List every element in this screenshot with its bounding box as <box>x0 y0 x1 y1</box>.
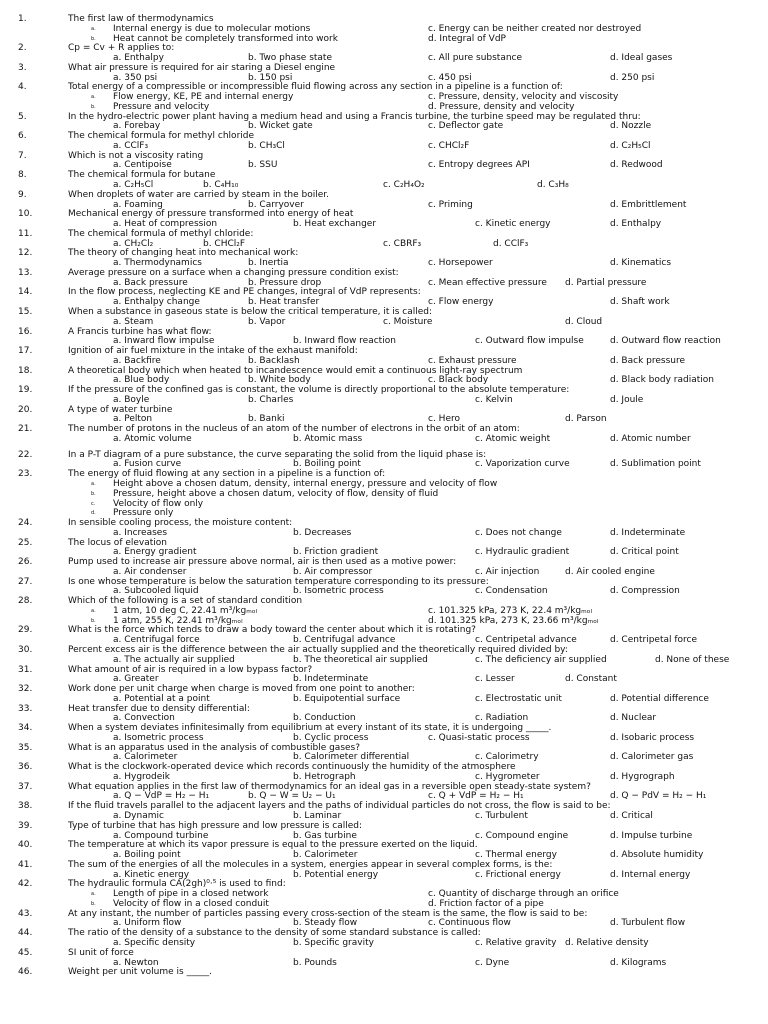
question-number: 20. <box>18 404 33 415</box>
answer-option: d. None of these <box>655 654 730 665</box>
question-text: At any instant, the number of particles passing every cross-section of the steam is the same, the flow is said to be: <box>68 908 588 919</box>
answer-option: Velocity of flow only <box>113 498 204 509</box>
question-text: The number of protons in the nucleus of an atom of the number of electrons in the orbit of an atom: <box>68 424 520 435</box>
question-text: The temperature at which its vapor pressure is equal to the pressure exerted on the liquid. <box>68 840 478 851</box>
question-number: 25. <box>18 537 33 548</box>
answer-option: b. Two phase state <box>248 53 332 64</box>
question-number: 44. <box>18 928 33 939</box>
answer-option: b. Banki <box>248 414 285 425</box>
answer-option: c. Frictional energy <box>475 869 561 880</box>
question-text: If the fluid travels parallel to the adjacent layers and the paths of individual particles do not cross, the flow is said to be: <box>68 801 611 812</box>
answer-option: d. Black body radiation <box>610 375 714 386</box>
answer-option: Flow energy, KE, PE and internal energy <box>113 92 294 103</box>
question-number: 13. <box>18 267 33 278</box>
answer-option: b. Pressure drop <box>248 277 322 288</box>
answer-option: b. Steady flow <box>293 918 358 929</box>
answer-option: d. Atomic number <box>610 433 691 444</box>
answer-option: d. CClF₃ <box>493 238 529 249</box>
answer-option: d. Nozzle <box>610 121 652 132</box>
answer-option: c. Energy can be neither created nor destroyed <box>428 23 642 34</box>
answer-option: a. Kinetic energy <box>113 869 190 880</box>
answer-option: d. Critical point <box>610 547 679 558</box>
answer-option: a. The actually air supplied <box>113 654 235 665</box>
question-text: What is the force which tends to draw a body toward the center about which it is rotating? <box>68 625 476 636</box>
answer-option: d. Redwood <box>610 160 663 171</box>
answer-option: c. CBRF₃ <box>383 238 422 249</box>
answer-option: b. Pounds <box>293 957 337 968</box>
question-text: What equation applies in the first law of thermodynamics for an ideal gas in a reversible open steady-state system? <box>68 781 591 792</box>
answer-option: d. Nuclear <box>610 713 657 724</box>
answer-option: a. Q − VdP = H₂ − H₁ <box>113 791 210 802</box>
answer-option: d. Impulse turbine <box>610 830 693 841</box>
answer-option: a. Centrifugal force <box>113 635 200 646</box>
question-text: Is one whose temperature is below the saturation temperature corresponding to its pressure: <box>68 576 489 587</box>
answer-option: c. The deficiency air supplied <box>475 654 607 665</box>
answer-option: c. Does not change <box>475 527 562 538</box>
question-text: Which is not a viscosity rating <box>68 150 204 161</box>
answer-option: a. Convection <box>113 713 175 724</box>
answer-option: d. Relative density <box>565 937 649 948</box>
question-text: The chemical formula of methyl chloride: <box>68 228 254 239</box>
answer-option: b. Equipotential surface <box>293 693 401 704</box>
answer-option: b. C₄H₁₀ <box>203 180 239 191</box>
question-text: Work done per unit charge when charge is moved from one point to another: <box>68 684 415 695</box>
answer-option: c. Continuous flow <box>428 918 511 929</box>
question-number: 32. <box>18 684 33 695</box>
answer-option: c. Atomic weight <box>475 433 551 444</box>
question-number: 38. <box>18 801 33 812</box>
options-row <box>0 435 768 445</box>
answer-option: b. Boiling point <box>293 459 361 470</box>
option-letter: a. <box>91 607 96 614</box>
answer-option: 1 atm, 255 K, 22.41 m³/kgₘₒₗ <box>113 615 243 626</box>
answer-option: b. Hetrograph <box>293 771 356 782</box>
option-letter: c. <box>91 500 96 507</box>
answer-option: d. Indeterminate <box>610 527 686 538</box>
answer-option: a. Atomic volume <box>113 433 192 444</box>
answer-option: c. Quantity of discharge through an orifice <box>428 889 619 900</box>
question-text: Cp = Cv + R applies to: <box>68 43 175 54</box>
question-number: 16. <box>18 326 33 337</box>
answer-option: c. Moisture <box>383 316 433 327</box>
answer-option: c. 450 psi <box>428 72 472 83</box>
answer-option: a. Heat of compression <box>113 219 218 230</box>
answer-option: a. Blue body <box>113 375 170 386</box>
question-number: 42. <box>18 879 33 890</box>
answer-option: b. Conduction <box>293 713 356 724</box>
question-text: In the flow process, neglecting KE and PE changes, integral of VdP represents: <box>68 287 421 298</box>
answer-option: d. C₂H₅Cl <box>610 140 651 151</box>
answer-option: c. Q + VdP = H₂ − H₁ <box>428 791 524 802</box>
answer-option: d. 101.325 kPa, 273 K, 23.66 m³/kgₘₒₗ <box>428 615 599 626</box>
answer-option: d. C₃H₈ <box>537 180 569 191</box>
option-letter: a. <box>91 94 96 101</box>
answer-option: d. Hygrograph <box>610 771 675 782</box>
answer-option: d. Kinematics <box>610 258 672 269</box>
question-number: 23. <box>18 469 33 480</box>
answer-option: a. Air condenser <box>113 566 187 577</box>
question-number: 34. <box>18 723 33 734</box>
question-number: 45. <box>18 947 33 958</box>
option-letter: a. <box>91 891 96 898</box>
question-number: 3. <box>18 62 27 73</box>
answer-option: b. Atomic mass <box>293 433 363 444</box>
answer-option: c. Dyne <box>475 957 510 968</box>
answer-option: d. Embrittlement <box>610 199 687 210</box>
answer-option: b. The theoretical air supplied <box>293 654 428 665</box>
answer-option: c. Thermal energy <box>475 850 557 861</box>
question-number: 11. <box>18 228 33 239</box>
option-letter: b. <box>91 103 96 110</box>
answer-option: c. Flow energy <box>428 297 494 308</box>
question-text: Average pressure on a surface when a changing pressure condition exist: <box>68 267 399 278</box>
question-text: SI unit of force <box>68 947 134 958</box>
answer-option: d. Outward flow reaction <box>610 336 721 347</box>
question-text: The energy of fluid flowing at any section in a pipeline is a function of: <box>68 469 386 480</box>
answer-option: a. Boiling point <box>113 850 181 861</box>
question-text: If the pressure of the confined gas is constant, the volume is directly proportional to the absolute temperature: <box>68 385 570 396</box>
answer-option: a. CH₂Cl₂ <box>113 238 154 249</box>
answer-option: d. Shaft work <box>610 297 670 308</box>
answer-option: c. Entropy degrees API <box>428 160 530 171</box>
question-text: Percent excess air is the difference between the air actually supplied and the theoretically required divided by: <box>68 645 568 655</box>
answer-option: Pressure and velocity <box>113 101 210 112</box>
answer-option: b. 150 psi <box>248 72 293 83</box>
question-number: 30. <box>18 645 33 655</box>
answer-option: d. Air cooled engine <box>565 566 655 577</box>
answer-option: b. Heat exchanger <box>293 219 377 230</box>
answer-option: c. Horsepower <box>428 258 493 269</box>
answer-option: d. Joule <box>610 394 644 405</box>
question-number: 26. <box>18 557 33 568</box>
answer-option: a. Hygrodeik <box>113 771 171 782</box>
answer-option: a. Isometric process <box>113 732 204 743</box>
question-number: 6. <box>18 131 27 142</box>
question-text: Total energy of a compressible or incompressible fluid flowing across any section in a pipeline is a function of: <box>68 82 563 93</box>
answer-option: a. Inward flow impulse <box>113 336 215 347</box>
question-text: The sum of the energies of all the molecules in a system, energies appear in several complex forms, is the: <box>68 859 553 870</box>
answer-option: d. Turbulent flow <box>610 918 686 929</box>
question-text: What is an apparatus used in the analysis of combustible gases? <box>68 742 361 753</box>
answer-option: c. Hygrometer <box>475 771 540 782</box>
answer-option: c. Calorimetry <box>475 752 539 763</box>
question-text: A type of water turbine <box>68 404 173 415</box>
question-text: The theory of changing heat into mechanical work: <box>68 248 299 259</box>
answer-option: a. Pelton <box>113 414 153 425</box>
answer-option: Height above a chosen datum, density, internal energy, pressure and velocity of flow <box>113 478 498 489</box>
answer-option: a. 350 psi <box>113 72 158 83</box>
answer-option: b. CHCl₂F <box>203 238 246 249</box>
question-number: 19. <box>18 385 33 396</box>
answer-option: c. Black body <box>428 375 489 386</box>
question-text: The locus of elevation <box>68 537 167 548</box>
answer-option: 1 atm, 10 deg C, 22.41 m³/kgₘₒₗ <box>113 605 258 616</box>
question-number: 43. <box>18 908 33 919</box>
answer-option: d. Critical <box>610 811 653 822</box>
answer-option: b. Centrifugal advance <box>293 635 396 646</box>
question-text: What is the clockwork-operated device which records continuously the humidity of the atmosphere <box>68 762 516 773</box>
answer-option: b. Q − W = U₂ − U₁ <box>248 791 336 802</box>
answer-option: c. Quasi-static process <box>428 732 530 743</box>
question-number: 33. <box>18 703 33 714</box>
answer-option: b. SSU <box>248 160 278 171</box>
question-number: 41. <box>18 859 33 870</box>
answer-option: a. Backfire <box>113 355 161 366</box>
question-text: The first law of thermodynamics <box>68 14 214 24</box>
answer-option: a. Forebay <box>113 121 161 132</box>
answer-option: a. Specific density <box>113 937 196 948</box>
answer-option: b. Inertia <box>248 258 289 269</box>
answer-option: a. Back pressure <box>113 277 188 288</box>
answer-option: b. Wicket gate <box>248 121 313 132</box>
option-letter: a. <box>91 480 96 487</box>
answer-option: c. Electrostatic unit <box>475 693 562 704</box>
answer-option: c. CHCl₂F <box>428 140 470 151</box>
question-number: 9. <box>18 189 27 200</box>
answer-option: b. Friction gradient <box>293 547 379 558</box>
answer-option: d. 250 psi <box>610 72 655 83</box>
question-text: The chemical formula for methyl chloride <box>68 131 255 142</box>
answer-option: b. Air compressor <box>293 566 373 577</box>
answer-option: b. White body <box>248 375 311 386</box>
answer-option: d. Integral of VdP <box>428 33 506 44</box>
question-number: 28. <box>18 596 33 607</box>
question-number: 14. <box>18 287 33 298</box>
answer-option: c. Air injection <box>475 566 540 577</box>
question-text: Pump used to increase air pressure above normal, air is then used as a motive power: <box>68 557 457 568</box>
answer-option: a. Compound turbine <box>113 830 209 841</box>
answer-option: b. Cyclic process <box>293 732 369 743</box>
question-number: 35. <box>18 742 33 753</box>
answer-option: a. Foaming <box>113 199 163 210</box>
answer-option: d. Isobaric process <box>610 732 695 743</box>
answer-option: c. Deflector gate <box>428 121 504 132</box>
answer-option: c. Hero <box>428 414 460 425</box>
answer-option: d. Enthalpy <box>610 219 662 230</box>
answer-option: Pressure, height above a chosen datum, velocity of flow, density of fluid <box>113 488 439 499</box>
answer-option: d. Pressure, density and velocity <box>428 101 575 112</box>
answer-option: b. Charles <box>248 394 294 405</box>
answer-option: a. Enthalpy change <box>113 297 200 308</box>
answer-option: b. Potential energy <box>293 869 379 880</box>
answer-option: c. C₂H₄O₂ <box>383 180 425 191</box>
answer-option: a. Steam <box>113 316 154 327</box>
question-text: Weight per unit volume is _____. <box>68 967 212 978</box>
question-text: Mechanical energy of pressure transformed into energy of heat <box>68 209 354 220</box>
question-text: When droplets of water are carried by steam in the boiler. <box>68 189 330 200</box>
answer-option: c. Turbulent <box>475 811 528 822</box>
answer-option: c. Relative gravity <box>475 937 557 948</box>
answer-option: c. Kelvin <box>475 394 513 405</box>
answer-option: c. Priming <box>428 199 473 210</box>
answer-option: a. Enthalpy <box>113 53 164 64</box>
answer-option: d. Back pressure <box>610 355 686 366</box>
answer-option: d. Partial pressure <box>565 277 647 288</box>
answer-option: d. Parson <box>565 414 607 425</box>
answer-option: d. Potential difference <box>610 693 709 704</box>
question-number: 31. <box>18 664 33 675</box>
question-number: 15. <box>18 306 33 317</box>
answer-option: b. Carryover <box>248 199 304 210</box>
answer-option: a. Boyle <box>113 394 150 405</box>
answer-option: Velocity of flow in a closed conduit <box>113 898 269 909</box>
question-number: 17. <box>18 346 33 357</box>
answer-option: a. Thermodynamics <box>113 258 202 269</box>
answer-option: c. Exhaust pressure <box>428 355 517 366</box>
question-number: 5. <box>18 111 27 122</box>
answer-option: c. Compound engine <box>475 830 569 841</box>
answer-option: d. Kilograms <box>610 957 667 968</box>
answer-option: c. Condensation <box>475 586 548 597</box>
answer-option: d. Cloud <box>565 316 603 327</box>
answer-option: d. Sublimation point <box>610 459 701 470</box>
question-text: In sensible cooling process, the moisture content: <box>68 518 293 529</box>
question-number: 46. <box>18 967 33 978</box>
answer-option: a. Energy gradient <box>113 547 197 558</box>
question-text: Ignition of air fuel mixture in the intake of the exhaust manifold: <box>68 346 358 357</box>
answer-option: c. Centripetal advance <box>475 635 577 646</box>
answer-option: b. Calorimeter differential <box>293 752 410 763</box>
answer-option: c. Outward flow impulse <box>475 336 584 347</box>
answer-option: Heat cannot be completely transformed into work <box>113 33 338 44</box>
answer-option: b. Specific gravity <box>293 937 374 948</box>
answer-option: d. Calorimeter gas <box>610 752 694 763</box>
question-number: 2. <box>18 43 27 54</box>
question-text: What air pressure is required for air staring a Diesel engine <box>68 62 336 73</box>
answer-option: b. Heat transfer <box>248 297 320 308</box>
question-text: When a substance in gaseous state is below the critical temperature, it is called: <box>68 306 433 317</box>
question-text: Type of turbine that has high pressure and low pressure is called: <box>68 820 362 831</box>
question-number: 27. <box>18 576 33 587</box>
answer-option: d. Constant <box>565 674 617 685</box>
question-number: 24. <box>18 518 33 529</box>
answer-option: c. Radiation <box>475 713 529 724</box>
answer-option: b. Calorimeter <box>293 850 358 861</box>
answer-option: Length of pipe in a closed network <box>113 889 269 900</box>
option-letter: d. <box>91 510 96 517</box>
answer-option: d. Friction factor of a pipe <box>428 898 544 909</box>
answer-option: c. Hydraulic gradient <box>475 547 570 558</box>
question-number: 37. <box>18 781 33 792</box>
answer-option: Pressure only <box>113 508 174 519</box>
answer-option: a. CClF₃ <box>113 140 149 151</box>
answer-option: a. Newton <box>113 957 159 968</box>
answer-option: b. Inward flow reaction <box>293 336 396 347</box>
option-letter: b. <box>91 35 96 42</box>
answer-option: c. All pure substance <box>428 53 523 64</box>
option-letter: a. <box>91 25 96 32</box>
question-number: 39. <box>18 820 33 831</box>
answer-option: d. Q − PdV = H₂ − H₁ <box>610 791 707 802</box>
answer-option: c. 101.325 kPa, 273 K, 22.4 m³/kgₘₒₗ <box>428 605 592 616</box>
question-text: When a system deviates infinitesimally from equilibrium at every instant of its state, it is undergoing _____. <box>68 723 552 734</box>
question-number: 1. <box>18 14 27 24</box>
question-text: Heat transfer due to density differential: <box>68 703 250 714</box>
answer-option: c. Kinetic energy <box>475 219 551 230</box>
answer-option: b. Backlash <box>248 355 300 366</box>
question-text: The ratio of the density of a substance to the density of some standard substance is called: <box>68 928 481 939</box>
question-number: 36. <box>18 762 33 773</box>
option-letter: b. <box>91 617 96 624</box>
answer-option: b. Laminar <box>293 811 342 822</box>
option-letter: b. <box>91 900 96 907</box>
question-text: A Francis turbine has what flow: <box>68 326 212 337</box>
question-number: 18. <box>18 365 33 376</box>
answer-option: d. Ideal gases <box>610 53 673 64</box>
question-number: 29. <box>18 625 33 636</box>
question-number: 21. <box>18 424 33 435</box>
answer-option: d. Compression <box>610 586 680 597</box>
question-text: The hydraulic formula CA(2gh)⁰·⁵ is used to find: <box>68 879 286 890</box>
answer-option: b. Isometric process <box>293 586 384 597</box>
answer-option: a. C₂H₅Cl <box>113 180 154 191</box>
answer-option: a. Increases <box>113 527 168 538</box>
answer-option: c. Lesser <box>475 674 515 685</box>
question-number: 4. <box>18 82 27 93</box>
answer-option: a. Subcooled liquid <box>113 586 199 597</box>
option-letter: b. <box>91 490 96 497</box>
question-line <box>0 968 768 978</box>
answer-option: a. Greater <box>113 674 159 685</box>
answer-option: a. Uniform flow <box>113 918 182 929</box>
question-number: 40. <box>18 840 33 851</box>
answer-option: a. Calorimeter <box>113 752 178 763</box>
question-text: In the hydro-electric power plant having a medium head and using a Francis turbine, the turbine speed may be regulated thru: <box>68 111 641 122</box>
question-number: 22. <box>18 449 33 460</box>
question-number: 10. <box>18 209 33 220</box>
answer-option: c. Vaporization curve <box>475 459 570 470</box>
question-number: 12. <box>18 248 33 259</box>
question-text: In a P-T diagram of a pure substance, the curve separating the solid from the liquid phase is: <box>68 449 487 460</box>
answer-option: b. Gas turbine <box>293 830 357 841</box>
answer-option: c. Mean effective pressure <box>428 277 547 288</box>
question-text: Which of the following is a set of standard condition <box>68 596 303 607</box>
question-text: What amount of air is required in a low bypass factor? <box>68 664 313 675</box>
question-text: The chemical formula for butane <box>68 170 216 181</box>
answer-option: b. Decreases <box>293 527 352 538</box>
answer-option: b. Indeterminate <box>293 674 369 685</box>
answer-option: d. Internal energy <box>610 869 691 880</box>
answer-option: b. CH₃Cl <box>248 140 285 151</box>
question-text: A theoretical body which when heated to incandescence would emit a continuous light-ray spectrum <box>68 365 523 376</box>
answer-option: a. Dynamic <box>113 811 164 822</box>
question-number: 7. <box>18 150 27 161</box>
question-number: 8. <box>18 170 27 181</box>
answer-option: a. Fusion curve <box>113 459 182 470</box>
answer-option: d. Centripetal force <box>610 635 698 646</box>
answer-option: a. Centipoise <box>113 160 172 171</box>
answer-option: a. Potential at a point <box>113 693 210 704</box>
answer-option: d. Absolute humidity <box>610 850 704 861</box>
answer-option: c. Pressure, density, velocity and viscosity <box>428 92 619 103</box>
answer-option: b. Vapor <box>248 316 286 327</box>
answer-option: Internal energy is due to molecular motions <box>113 23 311 34</box>
